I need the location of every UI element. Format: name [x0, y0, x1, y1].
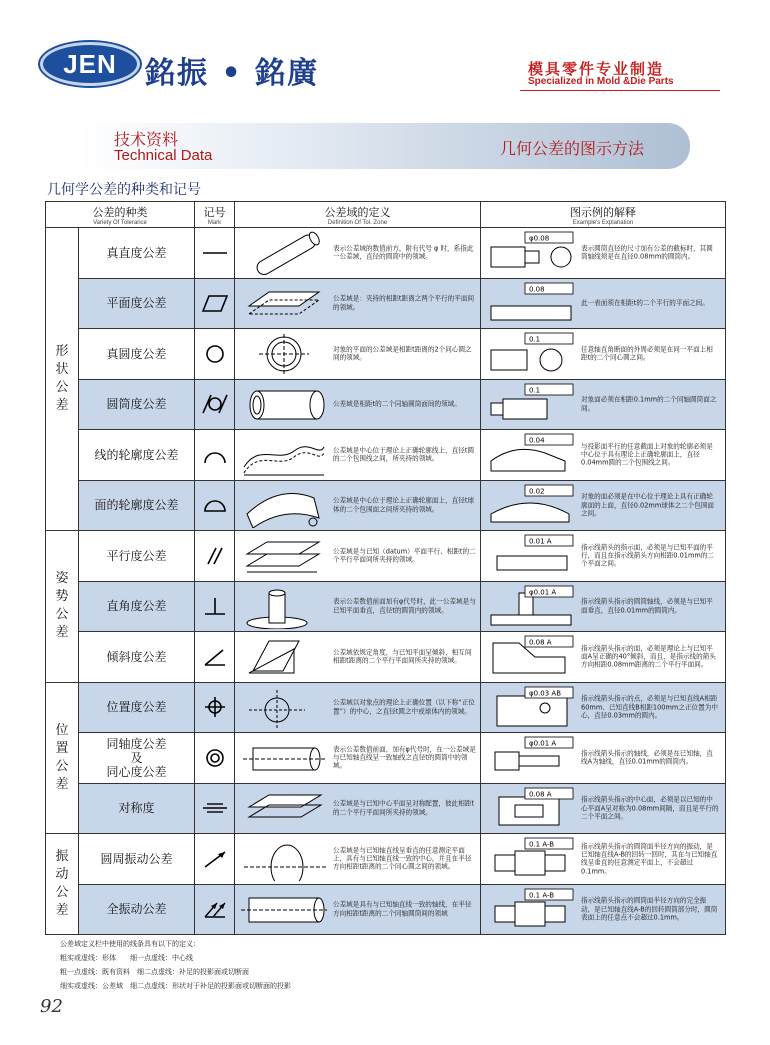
page-number: 92	[40, 996, 63, 1017]
tolerance-name: 位置度公差	[79, 682, 195, 733]
tolerance-symbol	[195, 278, 235, 329]
definition-figure	[239, 686, 329, 730]
tolerance-symbol-icon	[197, 746, 233, 770]
feature-control-frame: 0.04	[529, 436, 545, 445]
tolerance-symbol	[195, 834, 235, 885]
example-figure	[485, 433, 575, 477]
tolerance-name: 对称度	[79, 783, 195, 834]
feature-control-frame: 0.1	[529, 335, 541, 344]
tolerance-symbol-icon	[197, 241, 233, 265]
example-text: 指示线箭头指示的点，必须是与已知直线A相距60mm、已知直线B相距100mm之正位置为中心，直径0.03mm的圆内。	[581, 694, 718, 720]
table-row	[46, 480, 726, 531]
tolerance-symbol-icon	[197, 544, 233, 568]
tolerance-symbol	[195, 783, 235, 834]
tolerance-symbol-icon	[197, 796, 233, 820]
tolerance-symbol	[195, 884, 235, 935]
example-text: 指示线箭头指示的圆筒面半径方向的振动，是已知轴直线A-B的回转一回时，其在与已知轴直线呈垂直的任意测定平面上，不会超过0.1mm。	[581, 842, 718, 876]
table-row	[46, 783, 726, 834]
example-text: 指示线箭头指示的面，必须是理论上与已知平面A呈正确的40°倾斜，而且，是指示线的箭头方向相距0.08mm距离的二个平行平面间。	[581, 644, 716, 669]
definition-cell	[235, 733, 481, 784]
page-header	[0, 0, 770, 115]
definition-figure	[239, 736, 329, 780]
feature-control-frame: 0.1	[529, 386, 541, 394]
table-row	[46, 329, 726, 380]
definition-text: 公差域是具有与已知轴直线一致的轴线，在半径方向相距t距离的二个同轴圆筒间的领域	[333, 900, 472, 918]
feature-control-frame: 0.1 A-B	[529, 891, 555, 899]
feature-control-frame: φ0.01 A	[529, 588, 557, 596]
table-row	[46, 884, 726, 935]
example-figure	[485, 332, 575, 376]
example-text: 指示线箭头指示的圆筒轴线，必须是与已知平面垂直，直径0.01mm的圆筒内。	[581, 597, 713, 615]
definition-cell	[235, 329, 481, 380]
example-figure	[485, 837, 575, 881]
example-figure	[485, 585, 575, 629]
definition-text: 公差域依规定角度，与已知平面呈倾斜，相互间相距t距离的二个平行平面间所夹持的领域。	[333, 648, 472, 665]
group-label: 振 动 公 差	[46, 834, 79, 935]
definition-figure	[239, 787, 329, 831]
table-row	[46, 379, 726, 430]
example-cell	[481, 329, 726, 380]
tolerance-name: 平面度公差	[79, 278, 195, 329]
tolerance-symbol-icon	[197, 897, 233, 921]
footnote-line: 粗一点虚线：既有资料 细二点虚线：补足的投影面或切断面	[60, 968, 249, 976]
example-cell	[481, 278, 726, 329]
group-label: 姿 势 公 差	[46, 531, 79, 683]
definition-text: 公差域是中心位于理论上正确轮廓线上，直径t圆的二个包围线之间，所夹持的领域。	[333, 446, 475, 463]
brand-name: 銘振 • 銘廣	[145, 56, 320, 91]
example-text: 此一表面须在相距t的二个平行的平面之间。	[581, 299, 709, 308]
definition-text: 公差域是相距t的二个同轴圆筒面间的领域。	[333, 400, 461, 409]
tolerance-name: 圆筒度公差	[79, 379, 195, 430]
example-cell	[481, 682, 726, 733]
tolerance-name: 平行度公差	[79, 531, 195, 582]
group-label: 形 状 公 差	[46, 228, 79, 531]
feature-control-frame: 0.01 A	[529, 537, 552, 546]
col-example: 图示例的解释 Example's Explanation	[481, 202, 726, 228]
definition-text: 对象的平面的公差域是相距t距离的2个同心圆之间的领域。	[333, 345, 472, 362]
definition-figure	[239, 231, 329, 275]
table-row	[46, 531, 726, 582]
tolerance-symbol-icon	[197, 847, 233, 871]
example-cell	[481, 884, 726, 935]
tolerance-symbol-icon	[197, 594, 233, 618]
definition-cell	[235, 379, 481, 430]
definition-figure	[239, 383, 329, 427]
definition-cell	[235, 783, 481, 834]
example-cell	[481, 581, 726, 632]
slogan-en: Specialized in Mold &Die Parts	[528, 76, 674, 87]
tolerance-symbol	[195, 682, 235, 733]
definition-figure	[239, 585, 329, 629]
tolerance-symbol	[195, 228, 235, 279]
tolerance-name: 直角度公差	[79, 581, 195, 632]
col-definition: 公差域的定义 Definition Of Tol. Zone	[235, 202, 481, 228]
feature-control-frame: 0.1 A-B	[529, 840, 555, 849]
example-figure	[485, 736, 575, 780]
band-title: 几何公差的图示方法	[500, 139, 645, 158]
example-text: 与投影面平行的任意截面上对象的轮廓必须是中心位于具有理论上正确轮廓面上，直径0.04mm圆的二个包围线之间。	[581, 442, 713, 467]
tolerance-name: 全振动公差	[79, 884, 195, 935]
feature-control-frame: 0.02	[529, 487, 545, 495]
example-cell	[481, 480, 726, 531]
definition-figure	[239, 888, 329, 932]
example-cell	[481, 531, 726, 582]
definition-cell	[235, 682, 481, 733]
footnote	[60, 937, 291, 993]
definition-cell	[235, 581, 481, 632]
tolerance-name: 真直度公差	[79, 228, 195, 279]
example-text: 指示线箭头指示的圆筒面半径方向的完全振动，是已知轴直线A-B的回转圆筒部分时，圆筒表面上的任意点不会超过0.1mm。	[581, 896, 718, 922]
feature-control-frame: 0.08 A	[529, 638, 552, 647]
example-cell	[481, 783, 726, 834]
example-figure	[485, 534, 575, 578]
table-row	[46, 278, 726, 329]
tolerance-symbol	[195, 733, 235, 784]
example-cell	[481, 632, 726, 683]
definition-cell	[235, 632, 481, 683]
example-text: 表示圆筒直径的尺寸加有公差的截标时，其圆筒轴线须是在直径0.08mm的圆筒内。	[581, 244, 713, 261]
example-text: 对象的面必须是在中心位于理论上具有正确轮廓面的上面，直径0.02mm球体之二个包围面之间。	[581, 492, 715, 518]
tolerance-name: 圆周振动公差	[79, 834, 195, 885]
example-text: 指示线箭头指示的轴线，必须是在已知轴，直线A为轴线，直径0.01mm的圆筒内。	[581, 749, 713, 766]
header-rule	[520, 90, 720, 91]
tolerance-symbol	[195, 480, 235, 531]
table-row	[46, 430, 726, 481]
definition-text: 公差域是与已知（datum）平面平行、相距t的二个平行平面间所夹持的领域。	[333, 547, 476, 564]
tolerance-symbol	[195, 632, 235, 683]
example-figure	[485, 231, 575, 275]
col-kind: 公差的种类 Variety Of Tolerance	[46, 202, 195, 228]
definition-cell	[235, 480, 481, 531]
definition-figure	[239, 433, 329, 477]
col-mark: 记号 Mark	[195, 202, 235, 228]
example-text: 任意轴直角断面的外周必须是在同一平面上相距t的二个同心圆之间。	[581, 345, 713, 362]
example-figure	[485, 282, 575, 326]
company-logo: JEN	[40, 42, 140, 86]
example-cell	[481, 379, 726, 430]
example-text: 指示线箭头指示的中心面，必须是以已知的中心平面A呈对称为0.08mm间隔，而且是平行的二个平面之间。	[581, 795, 719, 821]
example-figure	[485, 383, 575, 427]
table-row	[46, 228, 726, 279]
tolerance-symbol-icon	[197, 493, 233, 517]
tolerance-name: 真圆度公差	[79, 329, 195, 380]
definition-text: 公差域是：夹持的相距t距离之两个平行的平面间的领域。	[333, 294, 475, 312]
tolerance-symbol	[195, 581, 235, 632]
definition-figure	[239, 635, 329, 679]
tolerance-name: 面的轮廓度公差	[79, 480, 195, 531]
definition-cell	[235, 278, 481, 329]
tolerance-symbol-icon	[197, 443, 233, 467]
group-label: 位 置 公 差	[46, 682, 79, 834]
example-figure	[485, 686, 575, 730]
definition-cell	[235, 834, 481, 885]
example-cell	[481, 733, 726, 784]
tolerance-symbol	[195, 329, 235, 380]
tolerance-symbol-icon	[197, 645, 233, 669]
table-row	[46, 581, 726, 632]
feature-control-frame: 0.08 A	[529, 790, 552, 798]
definition-cell	[235, 884, 481, 935]
definition-text: 公差域是中心位于理论上正确轮廓面上，直径t球体的二个包围面之间所夹持的领域。	[333, 496, 475, 514]
feature-control-frame: φ0.03 AB	[529, 689, 562, 697]
tolerance-name: 同轴度公差 及 同心度公差	[79, 733, 195, 784]
footnote-line: 粗实或虚线：形体 细一点虚线：中心线	[60, 954, 193, 962]
definition-figure	[239, 837, 329, 881]
example-figure	[485, 888, 575, 932]
definition-cell	[235, 430, 481, 481]
slogan-cn: 模具零件专业制造	[528, 60, 665, 78]
tolerance-symbol-icon	[197, 291, 233, 315]
table-row	[46, 733, 726, 784]
footnote-line: 公差域定义栏中使用的线条具有以下的定义：	[60, 940, 200, 948]
tolerance-symbol-icon	[197, 392, 233, 416]
table-row	[46, 632, 726, 683]
tolerance-symbol	[195, 379, 235, 430]
definition-text: 表示公差数值前面加有φ代号时，此一公差域是与已知平面垂直，直径t的圆筒内的领域。	[333, 597, 476, 615]
example-cell	[481, 834, 726, 885]
definition-figure	[239, 534, 329, 578]
example-figure	[485, 787, 575, 831]
definition-text: 公差域以对象点的理论上正确位置（以下称“正位置”）的中心，之直径t圆之中或球体内的领域。	[333, 698, 475, 716]
tolerance-symbol	[195, 531, 235, 582]
definition-text: 公差域是与已知中心平面呈对称配置，彼此相距t的二个平行平面间所夹持的领域。	[333, 799, 475, 817]
definition-text: 表示公差数值前面，加有φ代号时，在一公差域是与已知轴直线呈一致轴线之直径t的圆筒中的领域。	[333, 745, 476, 770]
table-row	[46, 834, 726, 885]
tolerance-symbol-icon	[197, 342, 233, 366]
band-label-cn: 技术资料	[114, 130, 179, 149]
example-cell	[481, 430, 726, 481]
example-text: 指示线箭头的指示面，必须是与已知平面的平行，而且在指示线箭头方向相距0.01mm的二个平面之间。	[581, 543, 715, 568]
example-cell	[481, 228, 726, 279]
definition-figure	[239, 332, 329, 376]
tolerance-name: 倾斜度公差	[79, 632, 195, 683]
section-title: 几何学公差的种类和记号	[47, 182, 201, 198]
example-figure	[485, 484, 575, 528]
definition-cell	[235, 228, 481, 279]
tolerance-symbol-icon	[197, 695, 233, 719]
feature-control-frame: φ0.01 A	[529, 739, 557, 748]
definition-cell	[235, 531, 481, 582]
definition-text: 公差域是与已知轴直线呈垂直的任意测定平面上，具有与已知轴直线一致的中心，并且在半径方向相距t距离的二个同心圆之间的领域。	[333, 846, 472, 871]
band-label-en: Technical Data	[114, 147, 213, 164]
tolerance-table	[45, 201, 726, 935]
definition-figure	[239, 282, 329, 326]
definition-figure	[239, 484, 329, 528]
section-band	[80, 123, 690, 169]
definition-text: 表示公差域的数值前方，附有代号 φ 时，系指此一公差域，直径的圆筒中的领域。	[333, 244, 474, 261]
tolerance-symbol	[195, 430, 235, 481]
table-row	[46, 682, 726, 733]
tolerance-name: 线的轮廓度公差	[79, 430, 195, 481]
feature-control-frame: φ0.08	[529, 234, 550, 243]
example-text: 对象面必须在相距0.1mm的二个同轴圆筒面之间。	[581, 395, 717, 413]
example-figure	[485, 635, 575, 679]
table-header	[46, 202, 726, 228]
footnote-line: 细实或虚线：公差域 细二点虚线：形状对于补足的投影面或切断面的投影	[60, 982, 291, 990]
feature-control-frame: 0.08	[529, 285, 545, 293]
